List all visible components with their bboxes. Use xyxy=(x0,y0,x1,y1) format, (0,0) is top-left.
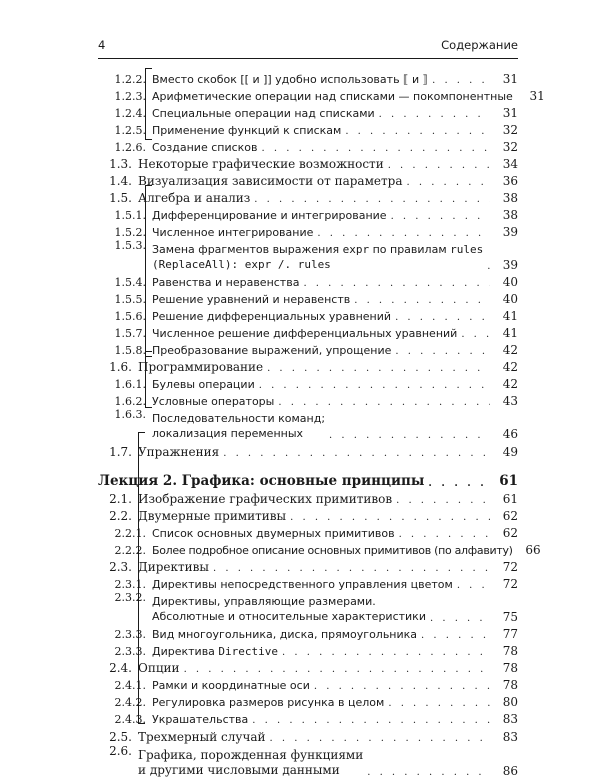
toc-entry-page: 77 xyxy=(502,627,518,641)
toc-entry-number: 1.2.5. xyxy=(114,124,146,137)
toc-entry-number: 2.4.1. xyxy=(114,679,146,692)
toc-entry-title: Булевы операции xyxy=(152,378,255,391)
toc-entry-title: Вместо скобок [[ и ]] удобно использовать ⟦ и ⟧ xyxy=(152,73,429,86)
toc-entry-page: 78 xyxy=(502,661,518,675)
toc-leader xyxy=(329,431,490,441)
toc-entry[interactable] xyxy=(98,557,518,574)
toc-leader xyxy=(461,330,490,340)
toc-entry-page: 78 xyxy=(502,678,518,692)
toc-entry-number: 2.2.1. xyxy=(114,527,146,540)
toc-entry-title: Вид многоугольника, диска, прямоугольника xyxy=(152,628,418,641)
toc-entry[interactable] xyxy=(98,624,518,641)
toc-leader xyxy=(345,127,490,137)
toc-entry-page: 34 xyxy=(502,157,518,171)
toc-leader xyxy=(430,614,490,624)
toc-entry-page: 41 xyxy=(502,309,518,323)
toc-entry-number: 1.2.3. xyxy=(114,90,146,103)
toc-entry-page: 49 xyxy=(502,445,518,459)
toc-entry-title: Рамки и координатные оси xyxy=(152,679,310,692)
toc-entry[interactable] xyxy=(98,188,518,205)
toc-entry-page: 31 xyxy=(502,106,518,120)
toc-entry[interactable] xyxy=(98,408,518,441)
toc-entry-title: Равенства и неравенства xyxy=(152,276,300,289)
toc-entry-title: Решение уравнений и неравенств xyxy=(152,293,351,306)
toc-entry[interactable] xyxy=(98,323,518,340)
toc-entry-page: 61 xyxy=(499,473,518,489)
toc-entry-title: Директивы непосредственного управления цветом xyxy=(152,578,453,591)
toc-leader xyxy=(395,347,490,357)
toc-entry-title: Арифметические операции над списками — покомпонентные xyxy=(152,90,513,103)
toc-entry-number: 1.2.6. xyxy=(114,141,146,154)
toc-leader xyxy=(399,530,490,540)
toc-leader xyxy=(184,665,490,675)
toc-entry-title: Графика, порожденная функциями и другими числовыми данными xyxy=(138,748,364,777)
toc-entry-number: 1.4. xyxy=(109,174,132,188)
toc-entry[interactable] xyxy=(98,222,518,239)
page-number: 4 xyxy=(98,38,106,52)
toc-entry-title: Последовательности команд; локализация переменных xyxy=(152,412,326,440)
running-title: Содержание xyxy=(441,38,518,52)
toc-entry-page: 39 xyxy=(502,258,518,272)
toc-entry-number: 1.5.6. xyxy=(114,310,146,323)
toc-entry-title: Опции xyxy=(138,661,180,675)
toc-entry-title: Некоторые графические возможности xyxy=(138,157,384,171)
toc-entry-title: Специальные операции над списками xyxy=(152,107,375,120)
toc-leader xyxy=(367,768,490,778)
toc-entry-number: 2.3.1. xyxy=(114,578,146,591)
toc-leader xyxy=(421,631,490,641)
toc-entry-number: 2.5. xyxy=(109,730,132,744)
toc-entry-number: 1.6.2. xyxy=(114,395,146,408)
toc-entry-number: 2.3.2. xyxy=(114,591,146,604)
toc-entry[interactable] xyxy=(98,523,518,540)
toc-entry[interactable] xyxy=(98,357,518,374)
table-of-contents xyxy=(98,68,545,778)
toc-entry-page: 40 xyxy=(502,275,518,289)
toc-entry-number: 2.1. xyxy=(109,492,132,506)
toc-entry-title: Украшательства xyxy=(152,713,249,726)
toc-entry-page: 72 xyxy=(502,560,518,574)
toc-leader xyxy=(388,699,490,709)
toc-leader xyxy=(252,716,490,726)
toc-entry-title: Директивы, управляющие размерами. Абсолютные и относительные характеристики xyxy=(152,595,426,623)
toc-entry[interactable] xyxy=(98,120,518,137)
toc-entry-title: Условные операторы xyxy=(152,395,275,408)
toc-entry-title: Программирование xyxy=(138,360,264,374)
toc-leader xyxy=(303,279,490,289)
toc-leader xyxy=(432,76,490,86)
toc-entry[interactable] xyxy=(98,289,518,306)
toc-entry-number: 1.5.1. xyxy=(114,209,146,222)
toc-entry-title: Директива Directive xyxy=(152,645,279,658)
toc-entry-number: 2.3.3. xyxy=(114,628,146,641)
toc-entry-number: 1.5.3. xyxy=(114,239,146,252)
toc-entry-page: 61 xyxy=(502,492,518,506)
toc-leader xyxy=(223,449,490,459)
toc-entry-title: Численное решение дифференциальных уравнений xyxy=(152,327,458,340)
toc-entry-page: 86 xyxy=(502,764,518,778)
toc-entry-page: 40 xyxy=(502,292,518,306)
toc-entry[interactable] xyxy=(98,540,541,557)
toc-entry[interactable] xyxy=(98,675,518,692)
toc-entry-page: 43 xyxy=(502,394,518,408)
toc-entry-title: Более подробное описание основных примитивов (по алфавиту) xyxy=(152,544,513,557)
toc-entry-title: Двумерные примитивы xyxy=(138,509,287,523)
toc-entry[interactable] xyxy=(98,489,518,506)
toc-entry-number: 2.4.2. xyxy=(114,696,146,709)
toc-entry-number: 1.5.5. xyxy=(114,293,146,306)
toc-entry-number: 1.5.8. xyxy=(114,344,146,357)
toc-entry-title: Алгебра и анализ xyxy=(138,191,251,205)
toc-entry-title: Изображение графических примитивов xyxy=(138,492,393,506)
toc-entry-page: 46 xyxy=(502,427,518,441)
toc-entry[interactable] xyxy=(98,441,518,459)
toc-entry-number: 1.2.4. xyxy=(114,107,146,120)
toc-leader xyxy=(270,734,490,744)
toc-entry-page: 39 xyxy=(502,225,518,239)
toc-entry-number: 1.7. xyxy=(109,445,132,459)
toc-entry-title: Визуализация зависимости от параметра xyxy=(138,174,403,188)
toc-entry-title: Дифференцирование и интегрирование xyxy=(152,209,387,222)
toc-leader xyxy=(379,110,490,120)
toc-leader xyxy=(262,144,490,154)
toc-entry-number: 1.3. xyxy=(109,157,132,171)
toc-entry-page: 72 xyxy=(502,577,518,591)
toc-entry-page: 80 xyxy=(502,695,518,709)
toc-leader xyxy=(213,564,490,574)
toc-entry-page: 42 xyxy=(502,377,518,391)
toc-entry-title: Численное интегрирование xyxy=(152,226,314,239)
toc-leader xyxy=(282,648,490,658)
toc-entry-page: 38 xyxy=(502,208,518,222)
toc-entry[interactable] xyxy=(98,658,518,675)
toc-entry-number: 1.5.4. xyxy=(114,276,146,289)
toc-entry-page: 32 xyxy=(502,123,518,137)
toc-leader xyxy=(388,161,490,171)
toc-entry[interactable] xyxy=(98,574,518,591)
toc-entry-page: 32 xyxy=(502,140,518,154)
toc-entry[interactable] xyxy=(98,171,518,188)
toc-leader xyxy=(267,364,490,374)
toc-entry-number: 2.6. xyxy=(109,744,132,758)
toc-entry[interactable] xyxy=(98,306,518,323)
toc-entry-page: 31 xyxy=(529,89,545,103)
toc-entry-number: 1.6. xyxy=(109,360,132,374)
toc-leader xyxy=(354,296,490,306)
toc-entry-page: 66 xyxy=(525,543,541,557)
toc-entry-title: Решение дифференциальных уравнений xyxy=(152,310,392,323)
toc-entry-title: Упражнения xyxy=(138,445,220,459)
toc-entry-number: 1.2.2. xyxy=(114,73,146,86)
toc-entry[interactable] xyxy=(98,205,518,222)
toc-entry-page: 42 xyxy=(502,360,518,374)
toc-entry[interactable] xyxy=(98,709,518,726)
toc-entry-number: 2.2. xyxy=(109,509,132,523)
toc-entry-number: 2.4.3. xyxy=(114,713,146,726)
toc-entry[interactable] xyxy=(98,692,518,709)
toc-entry[interactable] xyxy=(98,391,518,408)
running-header xyxy=(98,38,518,59)
toc-entry[interactable] xyxy=(98,591,518,624)
toc-entry-page: 78 xyxy=(502,644,518,658)
toc-entry-number: 1.6.3. xyxy=(114,408,146,421)
toc-entry[interactable] xyxy=(98,68,518,86)
toc-entry[interactable] xyxy=(98,239,518,272)
toc-leader xyxy=(254,195,490,205)
toc-entry-page: 31 xyxy=(502,72,518,86)
toc-entry[interactable] xyxy=(98,374,518,391)
toc-chapter-title: Лекция 2. Графика: основные принципы xyxy=(98,473,425,489)
toc-entry-number: 2.3.3. xyxy=(114,645,146,658)
toc-leader xyxy=(259,381,490,391)
toc-entry[interactable] xyxy=(98,506,518,523)
toc-entry[interactable] xyxy=(98,103,518,120)
toc-leader xyxy=(428,479,490,489)
toc-entry-number: 1.5.7. xyxy=(114,327,146,340)
toc-entry-page: 42 xyxy=(502,343,518,357)
toc-entry[interactable] xyxy=(98,137,518,154)
toc-leader xyxy=(314,682,490,692)
toc-chapter-entry[interactable] xyxy=(98,459,518,489)
toc-entry-title: Список основных двумерных примитивов xyxy=(152,527,395,540)
toc-entry[interactable] xyxy=(98,340,518,357)
toc-leader xyxy=(317,229,490,239)
toc-entry-number: 1.6.1. xyxy=(114,378,146,391)
toc-entry-number: 2.3. xyxy=(109,560,132,574)
toc-entry-page: 38 xyxy=(502,191,518,205)
toc-entry-page: 83 xyxy=(502,730,518,744)
toc-entry-page: 41 xyxy=(502,326,518,340)
toc-entry-title: Преобразование выражений, упрощение xyxy=(152,344,392,357)
toc-entry[interactable] xyxy=(98,272,518,289)
toc-entry-page: 62 xyxy=(502,526,518,540)
toc-leader xyxy=(406,178,490,188)
toc-entry-title: Замена фрагментов выражения expr по правилам rules (ReplaceAll): expr /. rules xyxy=(152,243,484,271)
toc-leader xyxy=(487,262,490,272)
toc-entry-title: Регулировка размеров рисунка в целом xyxy=(152,696,385,709)
toc-entry[interactable] xyxy=(98,86,545,103)
toc-leader xyxy=(395,313,490,323)
toc-entry-page: 75 xyxy=(502,610,518,624)
toc-entry-title: Применение функций к спискам xyxy=(152,124,342,137)
toc-leader xyxy=(391,212,490,222)
toc-leader xyxy=(278,398,490,408)
toc-entry-page: 36 xyxy=(502,174,518,188)
toc-entry[interactable] xyxy=(98,154,518,171)
toc-entry-number: 2.2.2. xyxy=(114,544,146,557)
toc-entry-number: 1.5.2. xyxy=(114,226,146,239)
toc-entry[interactable] xyxy=(98,726,518,744)
toc-entry-number: 1.5. xyxy=(109,191,132,205)
toc-entry[interactable] xyxy=(98,641,518,658)
toc-entry-page: 83 xyxy=(502,712,518,726)
toc-entry-title: Создание списков xyxy=(152,141,258,154)
toc-entry-title: Директивы xyxy=(138,560,209,574)
toc-entry[interactable] xyxy=(98,744,518,778)
toc-entry-title: Трехмерный случай xyxy=(138,730,266,744)
toc-leader xyxy=(457,581,490,591)
toc-leader xyxy=(396,496,490,506)
toc-leader xyxy=(290,513,490,523)
toc-entry-number: 2.4. xyxy=(109,661,132,675)
toc-entry-page: 62 xyxy=(502,509,518,523)
